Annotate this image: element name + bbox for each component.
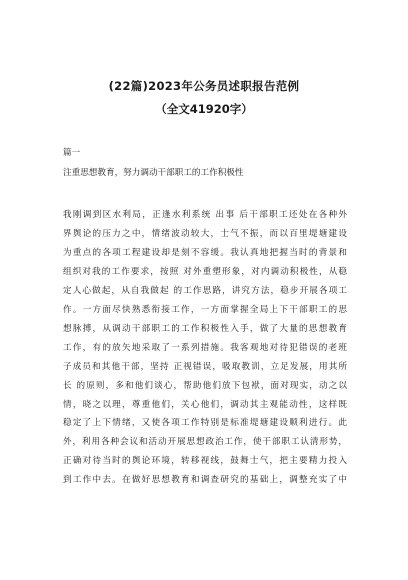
paragraph-line: 组织对我的工作要求，按照 对外重塑形象，对内调动积极性，从稳 [63,266,347,277]
paragraph-line: 我刚调到区水利局，正逢水利系统 出事 后干部职工还处在各种外 [63,210,347,220]
paragraph-line: 定人心做起，从自我做起 的工作思路，讲究方法，稳步开展各项工 [63,285,347,296]
paragraph-line: 正确对待当时的舆论环境，转移视线，鼓舞士气，把主要精力投入 [63,456,347,467]
paragraph-line: 稳定了上下情绪，又使各项工作特别是标准堤塘建设顺利进行。此 [63,418,347,429]
paragraph-line: 为重点的各项工程建设却是刻不容缓。我认真地把握当时的背景和 [63,247,347,258]
document-title: (22篇)2023年公务员述职报告范例 [108,79,300,93]
paragraph-line: 工作，有的放矢地采取了一系列措施。我客观地对待犯错误的老班 [63,342,347,353]
paragraph-line: 界舆论的压力之中，情绪波动较大，士气不振，而以百里堤塘建设 [63,228,347,239]
document-subtitle: （全文41920字） [155,102,253,116]
section-heading: 注重思想教育，努力调动干部职工的工作积极性 [63,168,244,178]
paragraph-line: 子成员和其他干部，坚持 正视错误，吸取教训，立足发展，用其所 [63,361,347,372]
paragraph-line: 到工作中去。在做好思想教育和调查研究的基础上，调整充实了中 [63,475,347,486]
section-label: 篇一 [63,148,81,158]
paragraph-line: 作。一方面尽快熟悉衔接工作，一方面掌握全局上下干部职工的思 [63,304,347,315]
body-paragraph [63,206,347,490]
paragraph-line: 情，晓之以理，尊重他们，关心他们，调动其主观能动性，这样既 [63,399,347,410]
paragraph-line: 想脉搏，从调动干部职工的工作积极性入手，做了大量的思想教育 [63,323,347,334]
paragraph-line: 外，利用各种会议和活动开展思想政治工作，使干部职工认清形势， [63,437,347,448]
paragraph-line: 长 的原则，多和他们谈心，帮助他们放下包袱，面对现实，动之以 [63,380,347,391]
